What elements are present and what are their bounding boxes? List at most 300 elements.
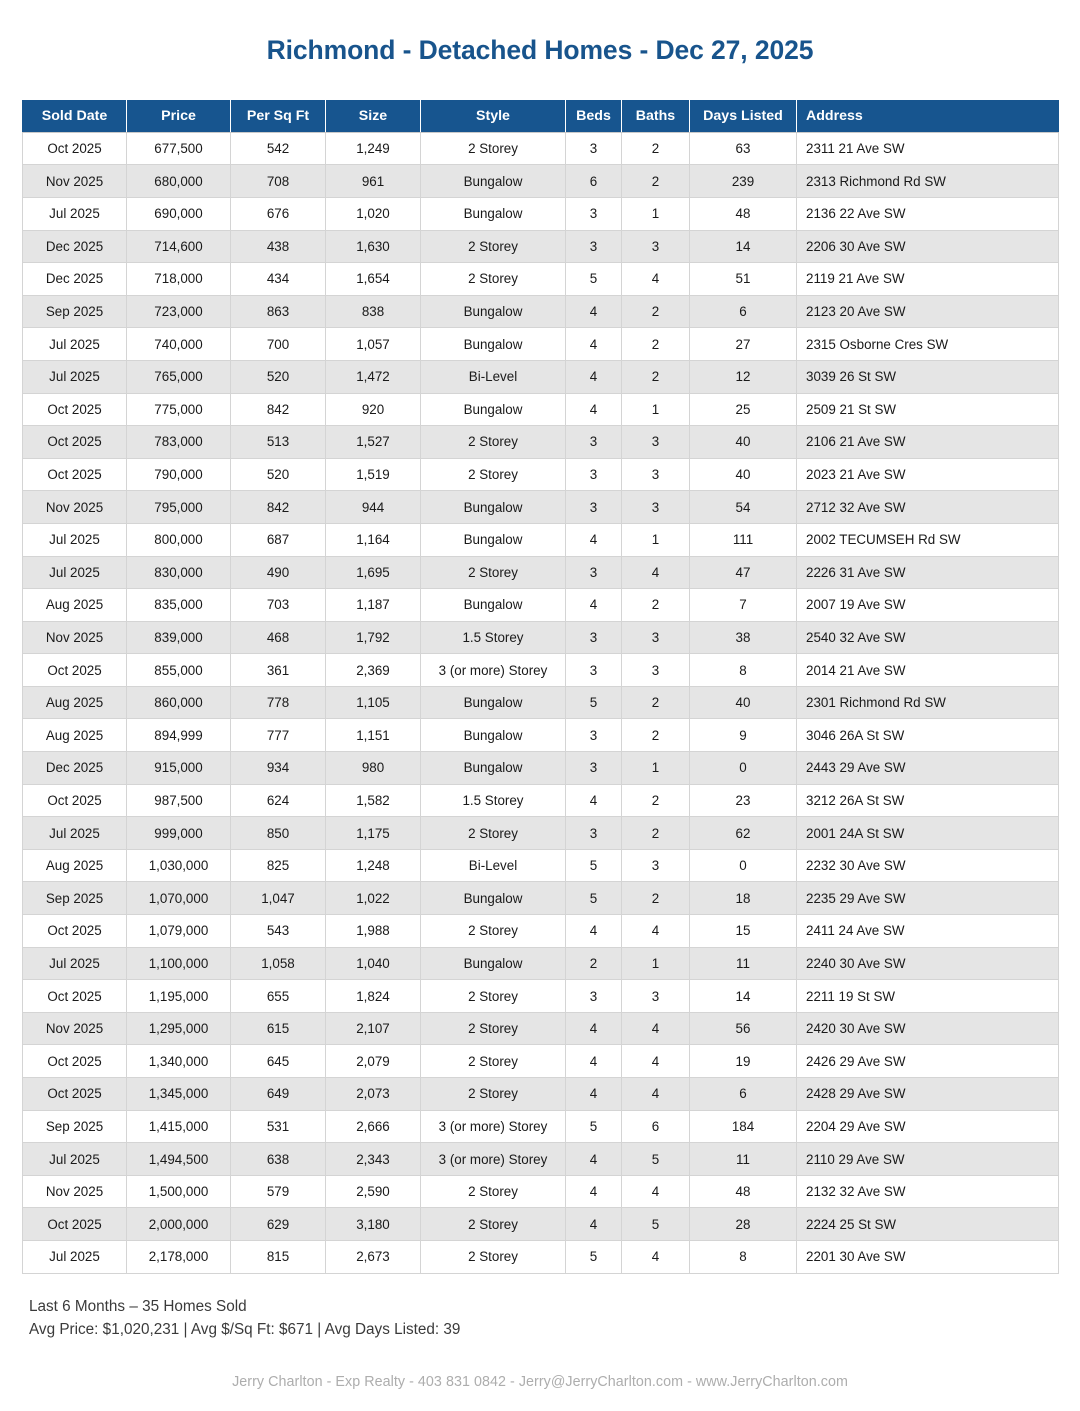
cell-per-sq-ft: 863 xyxy=(231,295,326,328)
cell-size: 1,519 xyxy=(326,458,421,491)
cell-size: 1,249 xyxy=(326,132,421,165)
agent-byline: Jerry Charlton - Exp Realty - 403 831 0842 - Jerry@JerryCharlton.com - www.JerryCharlton.com xyxy=(232,1373,848,1390)
cell-beds: 4 xyxy=(566,1175,622,1208)
table-row[interactable] xyxy=(23,393,1059,426)
cell-beds: 4 xyxy=(566,523,622,556)
cell-per-sq-ft: 490 xyxy=(231,556,326,589)
cell-baths: 1 xyxy=(622,197,690,230)
cell-address: 2420 30 Ave SW xyxy=(797,1012,1059,1045)
cell-beds: 3 xyxy=(566,817,622,850)
table-row[interactable] xyxy=(23,1012,1059,1045)
cell-sold-date: Jul 2025 xyxy=(23,947,127,980)
cell-per-sq-ft: 777 xyxy=(231,719,326,752)
cell-baths: 1 xyxy=(622,752,690,785)
table-row[interactable] xyxy=(23,817,1059,850)
cell-per-sq-ft: 579 xyxy=(231,1175,326,1208)
cell-address: 3039 26 St SW xyxy=(797,360,1059,393)
cell-address: 2313 Richmond Rd SW xyxy=(797,165,1059,198)
cell-per-sq-ft: 934 xyxy=(231,752,326,785)
cell-size: 1,824 xyxy=(326,980,421,1013)
cell-style: 3 (or more) Storey xyxy=(421,1110,566,1143)
cell-price: 690,000 xyxy=(127,197,231,230)
cell-sold-date: Jul 2025 xyxy=(23,1143,127,1176)
cell-price: 860,000 xyxy=(127,686,231,719)
cell-price: 680,000 xyxy=(127,165,231,198)
column-header-size[interactable]: Size xyxy=(326,100,421,132)
cell-days-listed: 23 xyxy=(690,784,797,817)
cell-beds: 4 xyxy=(566,295,622,328)
cell-size: 1,582 xyxy=(326,784,421,817)
cell-address: 2110 29 Ave SW xyxy=(797,1143,1059,1176)
cell-size: 2,369 xyxy=(326,654,421,687)
cell-beds: 3 xyxy=(566,426,622,459)
table-row[interactable] xyxy=(23,1175,1059,1208)
column-header-beds[interactable]: Beds xyxy=(566,100,622,132)
cell-sold-date: Jul 2025 xyxy=(23,360,127,393)
cell-address: 2002 TECUMSEH Rd SW xyxy=(797,523,1059,556)
cell-address: 2136 22 Ave SW xyxy=(797,197,1059,230)
cell-baths: 3 xyxy=(622,458,690,491)
cell-price: 894,999 xyxy=(127,719,231,752)
cell-style: Bungalow xyxy=(421,882,566,915)
cell-address: 2007 19 Ave SW xyxy=(797,589,1059,622)
cell-days-listed: 6 xyxy=(690,1078,797,1111)
cell-per-sq-ft: 645 xyxy=(231,1045,326,1078)
table-row[interactable] xyxy=(23,589,1059,622)
cell-style: 3 (or more) Storey xyxy=(421,1143,566,1176)
cell-style: 2 Storey xyxy=(421,263,566,296)
cell-sold-date: Dec 2025 xyxy=(23,263,127,296)
cell-price: 2,000,000 xyxy=(127,1208,231,1241)
cell-price: 740,000 xyxy=(127,328,231,361)
cell-price: 800,000 xyxy=(127,523,231,556)
cell-style: 2 Storey xyxy=(421,1045,566,1078)
column-header-per-sq-ft[interactable]: Per Sq Ft xyxy=(231,100,326,132)
cell-beds: 4 xyxy=(566,589,622,622)
cell-beds: 4 xyxy=(566,328,622,361)
cell-style: 2 Storey xyxy=(421,1175,566,1208)
column-header-sold-date[interactable]: Sold Date xyxy=(23,100,127,132)
column-header-style[interactable]: Style xyxy=(421,100,566,132)
cell-price: 855,000 xyxy=(127,654,231,687)
table-row[interactable] xyxy=(23,882,1059,915)
cell-beds: 5 xyxy=(566,263,622,296)
cell-style: 2 Storey xyxy=(421,980,566,1013)
cell-address: 2411 24 Ave SW xyxy=(797,915,1059,948)
cell-baths: 4 xyxy=(622,263,690,296)
table-row[interactable] xyxy=(23,295,1059,328)
table-body xyxy=(23,132,1059,1273)
cell-sold-date: Oct 2025 xyxy=(23,1045,127,1078)
cell-baths: 4 xyxy=(622,1012,690,1045)
cell-days-listed: 9 xyxy=(690,719,797,752)
cell-baths: 4 xyxy=(622,1078,690,1111)
cell-address: 2232 30 Ave SW xyxy=(797,849,1059,882)
cell-address: 2226 31 Ave SW xyxy=(797,556,1059,589)
table-row[interactable] xyxy=(23,458,1059,491)
cell-style: 2 Storey xyxy=(421,556,566,589)
cell-sold-date: Oct 2025 xyxy=(23,132,127,165)
cell-per-sq-ft: 629 xyxy=(231,1208,326,1241)
cell-days-listed: 8 xyxy=(690,654,797,687)
cell-price: 1,345,000 xyxy=(127,1078,231,1111)
table-row[interactable] xyxy=(23,1143,1059,1176)
cell-address: 2301 Richmond Rd SW xyxy=(797,686,1059,719)
cell-style: 1.5 Storey xyxy=(421,784,566,817)
table-row[interactable] xyxy=(23,915,1059,948)
cell-baths: 3 xyxy=(622,491,690,524)
cell-beds: 3 xyxy=(566,491,622,524)
cell-per-sq-ft: 700 xyxy=(231,328,326,361)
cell-size: 1,151 xyxy=(326,719,421,752)
cell-sold-date: Aug 2025 xyxy=(23,849,127,882)
cell-style: 2 Storey xyxy=(421,915,566,948)
cell-style: Bungalow xyxy=(421,686,566,719)
cell-sold-date: Nov 2025 xyxy=(23,165,127,198)
cell-style: Bungalow xyxy=(421,947,566,980)
table-header-row xyxy=(23,100,1059,132)
table-row[interactable] xyxy=(23,360,1059,393)
cell-size: 1,164 xyxy=(326,523,421,556)
cell-sold-date: Jul 2025 xyxy=(23,197,127,230)
cell-size: 3,180 xyxy=(326,1208,421,1241)
cell-address: 2443 29 Ave SW xyxy=(797,752,1059,785)
cell-style: 2 Storey xyxy=(421,132,566,165)
table-row[interactable] xyxy=(23,849,1059,882)
cell-beds: 5 xyxy=(566,686,622,719)
cell-address: 2235 29 Ave SW xyxy=(797,882,1059,915)
cell-price: 783,000 xyxy=(127,426,231,459)
cell-days-listed: 7 xyxy=(690,589,797,622)
cell-address: 2428 29 Ave SW xyxy=(797,1078,1059,1111)
table-row[interactable] xyxy=(23,980,1059,1013)
table-row[interactable] xyxy=(23,752,1059,785)
cell-baths: 4 xyxy=(622,1045,690,1078)
table-row[interactable] xyxy=(23,328,1059,361)
cell-per-sq-ft: 655 xyxy=(231,980,326,1013)
cell-size: 1,020 xyxy=(326,197,421,230)
cell-beds: 5 xyxy=(566,1240,622,1273)
cell-days-listed: 40 xyxy=(690,426,797,459)
cell-style: Bungalow xyxy=(421,393,566,426)
cell-days-listed: 48 xyxy=(690,197,797,230)
table-row[interactable] xyxy=(23,197,1059,230)
cell-sold-date: Nov 2025 xyxy=(23,491,127,524)
cell-days-listed: 27 xyxy=(690,328,797,361)
cell-size: 2,079 xyxy=(326,1045,421,1078)
cell-address: 2014 21 Ave SW xyxy=(797,654,1059,687)
cell-size: 1,057 xyxy=(326,328,421,361)
cell-sold-date: Jul 2025 xyxy=(23,328,127,361)
table-row[interactable] xyxy=(23,719,1059,752)
table-row[interactable] xyxy=(23,491,1059,524)
cell-sold-date: Sep 2025 xyxy=(23,1110,127,1143)
cell-sold-date: Oct 2025 xyxy=(23,393,127,426)
cell-address: 2106 21 Ave SW xyxy=(797,426,1059,459)
cell-address: 2132 32 Ave SW xyxy=(797,1175,1059,1208)
cell-days-listed: 40 xyxy=(690,458,797,491)
cell-sold-date: Aug 2025 xyxy=(23,589,127,622)
cell-size: 1,988 xyxy=(326,915,421,948)
cell-baths: 3 xyxy=(622,621,690,654)
cell-address: 2426 29 Ave SW xyxy=(797,1045,1059,1078)
cell-days-listed: 0 xyxy=(690,752,797,785)
cell-sold-date: Oct 2025 xyxy=(23,915,127,948)
cell-price: 830,000 xyxy=(127,556,231,589)
table-row[interactable] xyxy=(23,1110,1059,1143)
cell-price: 790,000 xyxy=(127,458,231,491)
cell-size: 944 xyxy=(326,491,421,524)
cell-baths: 4 xyxy=(622,915,690,948)
cell-per-sq-ft: 1,047 xyxy=(231,882,326,915)
cell-size: 961 xyxy=(326,165,421,198)
cell-beds: 4 xyxy=(566,1045,622,1078)
cell-baths: 4 xyxy=(622,556,690,589)
cell-address: 2240 30 Ave SW xyxy=(797,947,1059,980)
cell-sold-date: Oct 2025 xyxy=(23,1078,127,1111)
table-row[interactable] xyxy=(23,523,1059,556)
cell-price: 1,079,000 xyxy=(127,915,231,948)
cell-address: 2509 21 St SW xyxy=(797,393,1059,426)
table-row[interactable] xyxy=(23,784,1059,817)
cell-size: 1,022 xyxy=(326,882,421,915)
cell-beds: 3 xyxy=(566,752,622,785)
cell-per-sq-ft: 649 xyxy=(231,1078,326,1111)
cell-size: 2,590 xyxy=(326,1175,421,1208)
column-header-price[interactable]: Price xyxy=(127,100,231,132)
cell-size: 2,343 xyxy=(326,1143,421,1176)
cell-baths: 3 xyxy=(622,849,690,882)
cell-baths: 4 xyxy=(622,1175,690,1208)
cell-days-listed: 8 xyxy=(690,1240,797,1273)
cell-baths: 2 xyxy=(622,686,690,719)
table-row[interactable] xyxy=(23,654,1059,687)
cell-size: 1,248 xyxy=(326,849,421,882)
cell-sold-date: Jul 2025 xyxy=(23,523,127,556)
cell-beds: 3 xyxy=(566,980,622,1013)
table-row[interactable] xyxy=(23,263,1059,296)
cell-per-sq-ft: 615 xyxy=(231,1012,326,1045)
cell-days-listed: 25 xyxy=(690,393,797,426)
cell-beds: 4 xyxy=(566,1078,622,1111)
summary-homes-sold: Last 6 Months – 35 Homes Sold xyxy=(29,1297,247,1315)
cell-size: 1,527 xyxy=(326,426,421,459)
cell-baths: 5 xyxy=(622,1208,690,1241)
cell-price: 775,000 xyxy=(127,393,231,426)
cell-style: Bungalow xyxy=(421,197,566,230)
cell-per-sq-ft: 842 xyxy=(231,491,326,524)
sales-table-container xyxy=(22,84,1058,1273)
cell-per-sq-ft: 778 xyxy=(231,686,326,719)
cell-days-listed: 14 xyxy=(690,230,797,263)
cell-per-sq-ft: 703 xyxy=(231,589,326,622)
cell-price: 1,295,000 xyxy=(127,1012,231,1045)
cell-baths: 4 xyxy=(622,1240,690,1273)
column-header-address[interactable]: Address xyxy=(797,100,1059,132)
cell-sold-date: Sep 2025 xyxy=(23,882,127,915)
cell-address: 2540 32 Ave SW xyxy=(797,621,1059,654)
cell-size: 1,654 xyxy=(326,263,421,296)
cell-days-listed: 62 xyxy=(690,817,797,850)
cell-baths: 5 xyxy=(622,1143,690,1176)
cell-style: 2 Storey xyxy=(421,230,566,263)
cell-days-listed: 14 xyxy=(690,980,797,1013)
cell-price: 718,000 xyxy=(127,263,231,296)
cell-price: 677,500 xyxy=(127,132,231,165)
cell-style: Bungalow xyxy=(421,719,566,752)
cell-sold-date: Oct 2025 xyxy=(23,458,127,491)
table-row[interactable] xyxy=(23,426,1059,459)
table-row[interactable] xyxy=(23,556,1059,589)
table-row[interactable] xyxy=(23,132,1059,165)
cell-beds: 5 xyxy=(566,882,622,915)
cell-baths: 2 xyxy=(622,784,690,817)
cell-size: 1,175 xyxy=(326,817,421,850)
table-row[interactable] xyxy=(23,1208,1059,1241)
cell-address: 3212 26A St SW xyxy=(797,784,1059,817)
table-row[interactable] xyxy=(23,1240,1059,1273)
cell-beds: 6 xyxy=(566,165,622,198)
cell-size: 980 xyxy=(326,752,421,785)
table-head xyxy=(23,100,1059,132)
cell-baths: 2 xyxy=(622,882,690,915)
cell-beds: 3 xyxy=(566,230,622,263)
report-page xyxy=(0,18,1080,1411)
cell-sold-date: Oct 2025 xyxy=(23,980,127,1013)
table-row[interactable] xyxy=(23,165,1059,198)
cell-style: Bi-Level xyxy=(421,849,566,882)
cell-style: 2 Storey xyxy=(421,1240,566,1273)
cell-size: 920 xyxy=(326,393,421,426)
column-header-baths[interactable]: Baths xyxy=(622,100,690,132)
cell-days-listed: 11 xyxy=(690,1143,797,1176)
cell-days-listed: 6 xyxy=(690,295,797,328)
cell-baths: 2 xyxy=(622,719,690,752)
cell-size: 1,105 xyxy=(326,686,421,719)
cell-per-sq-ft: 542 xyxy=(231,132,326,165)
cell-price: 1,195,000 xyxy=(127,980,231,1013)
cell-price: 1,100,000 xyxy=(127,947,231,980)
cell-size: 1,472 xyxy=(326,360,421,393)
cell-days-listed: 54 xyxy=(690,491,797,524)
cell-sold-date: Oct 2025 xyxy=(23,426,127,459)
summary-block xyxy=(22,1274,1058,1342)
cell-price: 1,494,500 xyxy=(127,1143,231,1176)
cell-style: 2 Storey xyxy=(421,817,566,850)
cell-per-sq-ft: 676 xyxy=(231,197,326,230)
cell-baths: 3 xyxy=(622,426,690,459)
cell-beds: 4 xyxy=(566,360,622,393)
cell-address: 3046 26A St SW xyxy=(797,719,1059,752)
cell-beds: 4 xyxy=(566,915,622,948)
cell-style: 2 Storey xyxy=(421,1012,566,1045)
cell-beds: 3 xyxy=(566,197,622,230)
table-row[interactable] xyxy=(23,230,1059,263)
cell-beds: 2 xyxy=(566,947,622,980)
cell-address: 2311 21 Ave SW xyxy=(797,132,1059,165)
cell-beds: 3 xyxy=(566,556,622,589)
page-title: Richmond - Detached Homes - Dec 27, 2025 xyxy=(266,34,814,65)
cell-beds: 5 xyxy=(566,849,622,882)
cell-per-sq-ft: 825 xyxy=(231,849,326,882)
cell-address: 2211 19 St SW xyxy=(797,980,1059,1013)
cell-sold-date: Sep 2025 xyxy=(23,295,127,328)
cell-days-listed: 48 xyxy=(690,1175,797,1208)
cell-sold-date: Jul 2025 xyxy=(23,1240,127,1273)
cell-price: 1,340,000 xyxy=(127,1045,231,1078)
column-header-days-listed[interactable]: Days Listed xyxy=(690,100,797,132)
cell-per-sq-ft: 438 xyxy=(231,230,326,263)
cell-size: 2,107 xyxy=(326,1012,421,1045)
cell-price: 1,070,000 xyxy=(127,882,231,915)
cell-price: 795,000 xyxy=(127,491,231,524)
cell-sold-date: Oct 2025 xyxy=(23,654,127,687)
cell-address: 2123 20 Ave SW xyxy=(797,295,1059,328)
cell-baths: 2 xyxy=(622,817,690,850)
cell-per-sq-ft: 815 xyxy=(231,1240,326,1273)
cell-beds: 4 xyxy=(566,1012,622,1045)
table-row[interactable] xyxy=(23,621,1059,654)
cell-days-listed: 63 xyxy=(690,132,797,165)
cell-address: 2001 24A St SW xyxy=(797,817,1059,850)
table-row[interactable] xyxy=(23,1078,1059,1111)
cell-days-listed: 239 xyxy=(690,165,797,198)
cell-beds: 4 xyxy=(566,784,622,817)
cell-beds: 3 xyxy=(566,458,622,491)
cell-per-sq-ft: 687 xyxy=(231,523,326,556)
cell-style: Bungalow xyxy=(421,523,566,556)
cell-address: 2315 Osborne Cres SW xyxy=(797,328,1059,361)
cell-price: 1,500,000 xyxy=(127,1175,231,1208)
cell-baths: 2 xyxy=(622,328,690,361)
cell-per-sq-ft: 520 xyxy=(231,360,326,393)
cell-baths: 2 xyxy=(622,165,690,198)
cell-sold-date: Aug 2025 xyxy=(23,719,127,752)
table-row[interactable] xyxy=(23,1045,1059,1078)
cell-price: 1,030,000 xyxy=(127,849,231,882)
cell-days-listed: 18 xyxy=(690,882,797,915)
cell-address: 2201 30 Ave SW xyxy=(797,1240,1059,1273)
cell-days-listed: 47 xyxy=(690,556,797,589)
cell-sold-date: Nov 2025 xyxy=(23,1175,127,1208)
table-row[interactable] xyxy=(23,686,1059,719)
cell-per-sq-ft: 638 xyxy=(231,1143,326,1176)
cell-baths: 3 xyxy=(622,654,690,687)
cell-price: 723,000 xyxy=(127,295,231,328)
cell-beds: 3 xyxy=(566,621,622,654)
cell-sold-date: Jul 2025 xyxy=(23,817,127,850)
cell-address: 2023 21 Ave SW xyxy=(797,458,1059,491)
cell-beds: 4 xyxy=(566,1143,622,1176)
cell-price: 714,600 xyxy=(127,230,231,263)
cell-baths: 2 xyxy=(622,132,690,165)
cell-beds: 3 xyxy=(566,132,622,165)
cell-sold-date: Oct 2025 xyxy=(23,784,127,817)
cell-days-listed: 51 xyxy=(690,263,797,296)
cell-price: 1,415,000 xyxy=(127,1110,231,1143)
cell-baths: 1 xyxy=(622,523,690,556)
sales-table xyxy=(22,100,1059,1273)
cell-beds: 3 xyxy=(566,654,622,687)
cell-sold-date: Nov 2025 xyxy=(23,621,127,654)
cell-days-listed: 12 xyxy=(690,360,797,393)
cell-days-listed: 0 xyxy=(690,849,797,882)
table-row[interactable] xyxy=(23,947,1059,980)
cell-days-listed: 40 xyxy=(690,686,797,719)
cell-baths: 1 xyxy=(622,947,690,980)
cell-per-sq-ft: 361 xyxy=(231,654,326,687)
cell-sold-date: Aug 2025 xyxy=(23,686,127,719)
